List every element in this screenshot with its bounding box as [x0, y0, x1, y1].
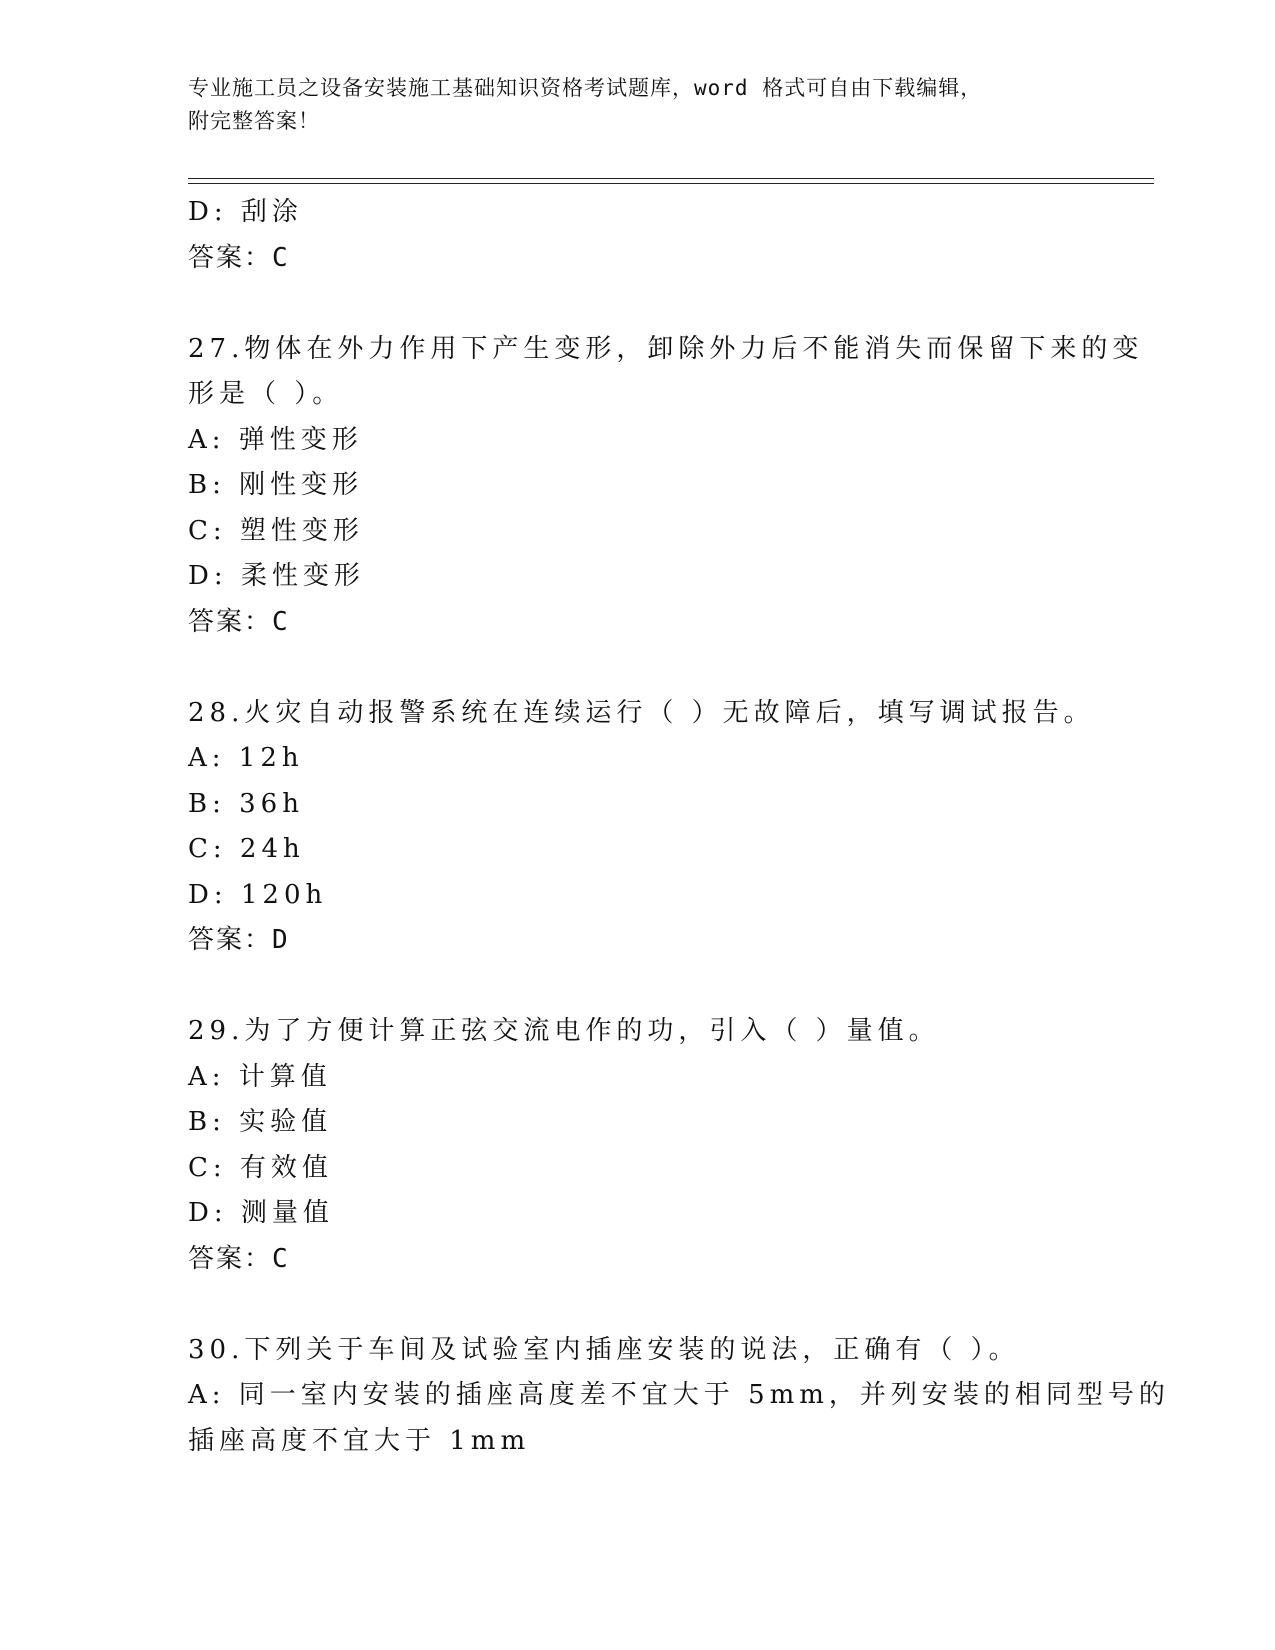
answer-line: 答案：C [188, 242, 290, 273]
option-d: D: 刮涂 [188, 197, 303, 227]
question-spacer [188, 964, 1088, 1010]
header-title-line-1: 专业施工员之设备安装施工基础知识资格考试题库，word 格式可自由下载编辑， [188, 76, 983, 100]
option-c: C: 有效值 [188, 1152, 333, 1183]
option-a: A: 弹性变形 [188, 424, 363, 455]
question-30 [188, 1328, 1170, 1465]
question-spacer [188, 645, 1088, 691]
question-stem-continued: 形是（ ）。 [188, 379, 344, 409]
option-b: B: 36h [188, 788, 304, 819]
question-stem: 27.物体在外力作用下产生变形，卸除外力后不能消失而保留下来的变 [188, 333, 1144, 364]
option-b: B: 实验值 [188, 1107, 333, 1137]
question-stem: 28.火灾自动报警系统在连续运行（ ）无故障后，填写调试报告。 [188, 697, 1095, 728]
question-29 [188, 1009, 1088, 1282]
header-divider-bottom [188, 183, 1154, 184]
question-stem: 29.为了方便计算正弦交流电作的功，引入（ ）量值。 [188, 1016, 940, 1046]
question-28 [188, 691, 1095, 964]
answer-line: 答案：D [188, 925, 290, 955]
option-a: A: 同一室内安装的插座高度差不宜大于 5mm，并列安装的相同型号的 [188, 1380, 1170, 1410]
question-spacer [188, 281, 1088, 327]
option-d: D: 120h [188, 879, 328, 910]
option-d: D: 柔性变形 [188, 561, 365, 591]
option-b: B: 刚性变形 [188, 470, 364, 500]
header-divider-top [188, 178, 1154, 179]
option-a: A: 计算值 [188, 1061, 332, 1092]
header-title-line-2: 附完整答案！ [188, 109, 320, 133]
question-26 [188, 190, 1088, 281]
option-d: D: 测量值 [188, 1198, 334, 1228]
answer-line: 答案：C [188, 1243, 290, 1274]
option-c: C: 24h [188, 834, 305, 864]
question-27 [188, 327, 1144, 646]
question-spacer [188, 1282, 1088, 1328]
document-header [188, 72, 1088, 138]
option-c: C: 塑性变形 [188, 515, 364, 546]
answer-line: 答案：C [188, 606, 290, 637]
question-stem: 30.下列关于车间及试验室内插座安装的说法，正确有（ ）。 [188, 1334, 1020, 1365]
question-list [188, 190, 1170, 1464]
option-a-continued: 插座高度不宜大于 1mm [188, 1425, 531, 1456]
option-a: A: 12h [188, 743, 304, 773]
